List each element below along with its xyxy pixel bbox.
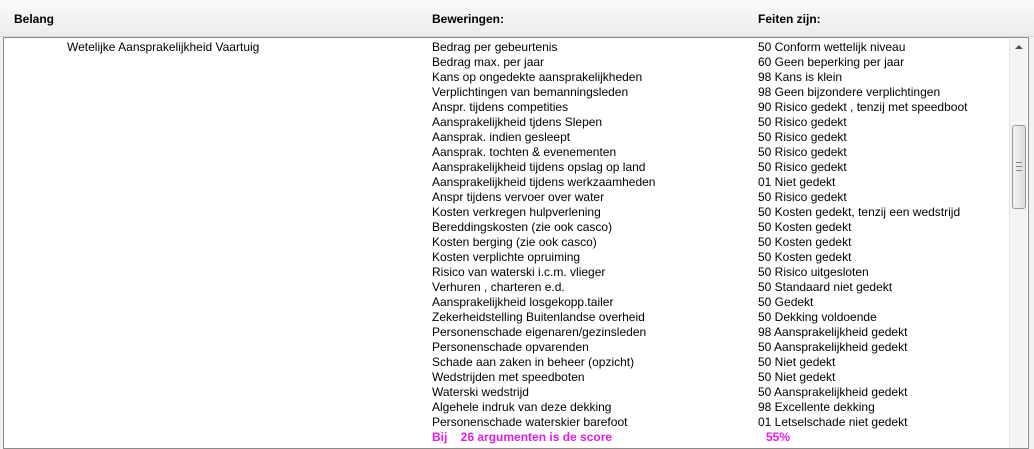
bewering-cell: Personenschade opvarenden — [432, 340, 589, 354]
feit-cell: 50 Kosten gedekt — [758, 250, 852, 264]
bewering-cell: Anspr tijdens vervoer over water — [432, 190, 605, 204]
table-row — [4, 280, 1004, 295]
table-row — [4, 385, 1004, 400]
feit-cell: 01 Niet gedekt — [758, 175, 836, 189]
column-header-bar — [0, 0, 1034, 37]
feit-cell: 50 Risico gedekt — [758, 130, 847, 144]
bewering-cell: Aansprakelijkheid tijdens werkzaamheden — [432, 175, 656, 189]
table-row — [4, 265, 1004, 280]
table-row — [4, 340, 1004, 355]
bewering-cell: Bereddingskosten (zie ook casco) — [432, 220, 613, 234]
feit-cell: 98 Kans is klein — [758, 70, 843, 84]
table-row — [4, 235, 1004, 250]
bewering-cell: Algehele indruk van deze dekking — [432, 400, 612, 414]
summary-score: 55% — [766, 430, 791, 444]
feit-cell: 50 Kosten gedekt — [758, 235, 852, 249]
header-feiten: Feiten zijn: — [758, 12, 821, 26]
table-row — [4, 115, 1004, 130]
table-row — [4, 205, 1004, 220]
bewering-cell: Aansprakelijkheid tjdens Slepen — [432, 115, 603, 129]
feit-cell: 50 Aansprakelijkheid gedekt — [758, 385, 908, 399]
header-beweringen: Beweringen: — [432, 12, 505, 26]
table-row — [4, 400, 1004, 415]
feit-cell: 98 Excellente dekking — [758, 400, 875, 414]
feit-cell: 50 Risico uitgesloten — [758, 265, 869, 279]
feit-cell: 50 Niet gedekt — [758, 370, 836, 384]
table-row — [4, 295, 1004, 310]
feit-cell: 50 Niet gedekt — [758, 355, 836, 369]
bewering-cell: Aansprakelijkheid losgekopp.tailer — [432, 295, 614, 309]
bewering-cell: Anspr. tijdens competities — [432, 100, 569, 114]
vertical-scrollbar[interactable] — [1009, 39, 1027, 448]
feit-cell: 50 Kosten gedekt, tenzij een wedstrijd — [758, 205, 961, 219]
feit-cell: 98 Geen bijzondere verplichtingen — [758, 85, 941, 99]
feit-cell: 50 Risico gedekt — [758, 145, 847, 159]
feit-cell: 50 Risico gedekt — [758, 190, 847, 204]
table-row — [4, 190, 1004, 205]
header-belang: Belang — [14, 12, 55, 26]
bewering-cell: Verhuren , charteren e.d. — [432, 280, 565, 294]
bewering-cell: Personenschade waterskier barefoot — [432, 415, 628, 429]
bewering-cell: Kosten verplichte opruiming — [432, 250, 581, 264]
bewering-cell: Kosten verkregen hulpverlening — [432, 205, 601, 219]
belang-item: Wetelijke Aansprakelijkheid Vaartuig — [67, 40, 260, 54]
table-row — [4, 85, 1004, 100]
table-row — [4, 220, 1004, 235]
feit-cell: 50 Risico gedekt — [758, 160, 847, 174]
feit-cell: 01 Letselschade niet gedekt — [758, 415, 908, 429]
feit-cell: 50 Standaard niet gedekt — [758, 280, 893, 294]
table-row — [4, 325, 1004, 340]
bewering-cell: Aansprak. tochten & evenementen — [432, 145, 617, 159]
scrollbar-thumb[interactable] — [1012, 125, 1026, 209]
bewering-cell: Waterski wedstrijd — [432, 385, 529, 399]
bewering-cell: Zekerheidstelling Buitenlandse overheid — [432, 310, 645, 324]
bewering-cell: Bedrag per gebeurtenis — [432, 40, 558, 54]
feit-cell: 50 Conform wettelijk niveau — [758, 40, 906, 54]
bewering-cell: Aansprakelijkheid tijdens opslag op land — [432, 160, 646, 174]
table-row — [4, 250, 1004, 265]
bewering-cell: Kosten berging (zie ook casco) — [432, 235, 597, 249]
table-row — [4, 370, 1004, 385]
table-row — [4, 40, 1004, 55]
table-row — [4, 415, 1004, 430]
table-row — [4, 130, 1004, 145]
feit-cell: 50 Gedekt — [758, 295, 814, 309]
scroll-up-arrow-icon[interactable] — [1015, 45, 1023, 49]
table-row — [4, 310, 1004, 325]
bewering-cell: Kans op ongedekte aansprakelijkheden — [432, 70, 643, 84]
bewering-cell: Aansprak. indien gesleept — [432, 130, 571, 144]
table-row — [4, 100, 1004, 115]
feit-cell: 50 Risico gedekt — [758, 115, 847, 129]
feit-cell: 90 Risico gedekt , tenzij met speedboot — [758, 100, 968, 114]
summary-row — [4, 430, 1004, 445]
feit-cell: 98 Aansprakelijkheid gedekt — [758, 325, 908, 339]
feit-cell: 50 Dekking voldoende — [758, 310, 877, 324]
table-row — [4, 145, 1004, 160]
bewering-cell: Risico van waterski i.c.m. vlieger — [432, 265, 606, 279]
feit-cell: 60 Geen beperking per jaar — [758, 55, 905, 69]
feit-cell: 50 Aansprakelijkheid gedekt — [758, 340, 908, 354]
bewering-cell: Personenschade eigenaren/gezinsleden — [432, 325, 647, 339]
table-row — [4, 70, 1004, 85]
bewering-cell: Bedrag max. per jaar — [432, 55, 545, 69]
results-panel — [3, 37, 1029, 449]
bewering-cell: Schade aan zaken in beheer (opzicht) — [432, 355, 635, 369]
table-row — [4, 355, 1004, 370]
summary-text: Bij 26 argumenten is de score — [432, 430, 613, 444]
bewering-cell: Wedstrijden met speedboten — [432, 370, 585, 384]
grip-icon — [1016, 162, 1022, 171]
feit-cell: 50 Kosten gedekt — [758, 220, 852, 234]
table-row — [4, 55, 1004, 70]
table-row — [4, 175, 1004, 190]
table-row — [4, 160, 1004, 175]
bewering-cell: Verplichtingen van bemanningsleden — [432, 85, 629, 99]
